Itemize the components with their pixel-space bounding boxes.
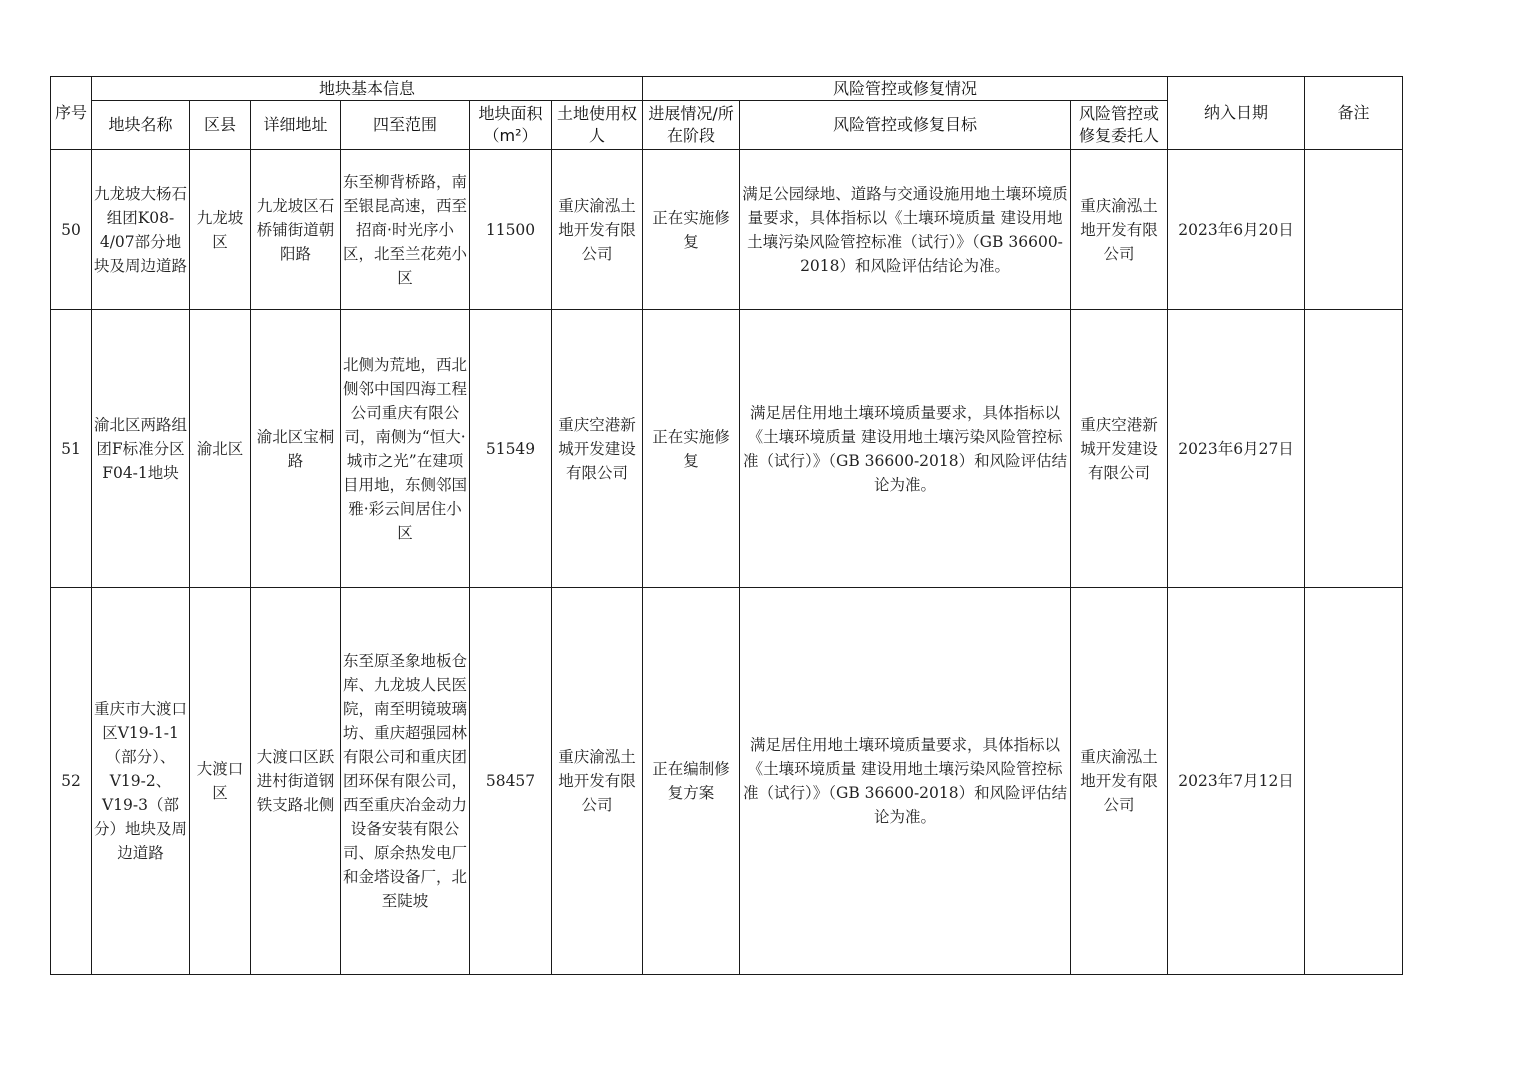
cell-owner: 重庆空港新城开发建设有限公司 [552, 310, 643, 588]
header-group-basic-info: 地块基本信息 [92, 77, 643, 101]
cell-seq: 52 [51, 588, 92, 975]
cell-stage: 正在实施修复 [643, 150, 740, 310]
cell-goal: 满足公园绿地、道路与交通设施用地土壤环境质量要求，具体指标以《土壤环境质量 建设用地土壤污染风险管控标准（试行）》（GB 36600-2018）和风险评估结论为准。 [740, 150, 1071, 310]
cell-boundary: 北侧为荒地，西北侧邻中国四海工程公司重庆有限公司，南侧为“恒大·城市之光”在建项目用地，东侧邻国雅·彩云间居住小区 [341, 310, 470, 588]
cell-district: 大渡口区 [190, 588, 251, 975]
contaminated-land-table [50, 76, 1403, 975]
cell-boundary: 东至原圣象地板仓库、九龙坡人民医院，南至明镜玻璃坊、重庆超强园林有限公司和重庆团团环保有限公司，西至重庆冶金动力设备安装有限公司、原余热发电厂和金塔设备厂，北至陡坡 [341, 588, 470, 975]
cell-area: 51549 [470, 310, 552, 588]
cell-remark [1305, 150, 1403, 310]
cell-goal: 满足居住用地土壤环境质量要求，具体指标以《土壤环境质量 建设用地土壤污染风险管控标准（试行）》（GB 36600-2018）和风险评估结论为准。 [740, 588, 1071, 975]
cell-stage: 正在编制修复方案 [643, 588, 740, 975]
cell-goal: 满足居住用地土壤环境质量要求，具体指标以《土壤环境质量 建设用地土壤污染风险管控标准（试行）》（GB 36600-2018）和风险评估结论为准。 [740, 310, 1071, 588]
header-area: 地块面积（m²） [470, 101, 552, 150]
header-date: 纳入日期 [1168, 77, 1305, 150]
header-address: 详细地址 [251, 101, 341, 150]
cell-date: 2023年6月27日 [1168, 310, 1305, 588]
cell-area: 58457 [470, 588, 552, 975]
header-owner: 土地使用权人 [552, 101, 643, 150]
cell-address: 九龙坡区石桥铺街道朝阳路 [251, 150, 341, 310]
cell-district: 渝北区 [190, 310, 251, 588]
cell-address: 渝北区宝桐路 [251, 310, 341, 588]
header-group-risk: 风险管控或修复情况 [643, 77, 1168, 101]
cell-date: 2023年7月12日 [1168, 588, 1305, 975]
cell-client: 重庆渝泓土地开发有限公司 [1071, 150, 1168, 310]
cell-owner: 重庆渝泓土地开发有限公司 [552, 150, 643, 310]
cell-name: 重庆市大渡口区V19-1-1（部分）、V19-2、V19-3（部分）地块及周边道路 [92, 588, 190, 975]
table-row [51, 588, 1403, 975]
header-seq: 序号 [51, 77, 92, 150]
header-goal: 风险管控或修复目标 [740, 101, 1071, 150]
cell-stage: 正在实施修复 [643, 310, 740, 588]
cell-area: 11500 [470, 150, 552, 310]
cell-client: 重庆渝泓土地开发有限公司 [1071, 588, 1168, 975]
header-boundary: 四至范围 [341, 101, 470, 150]
cell-remark [1305, 588, 1403, 975]
cell-remark [1305, 310, 1403, 588]
header-stage: 进展情况/所在阶段 [643, 101, 740, 150]
table-row [51, 150, 1403, 310]
header-district: 区县 [190, 101, 251, 150]
cell-date: 2023年6月20日 [1168, 150, 1305, 310]
cell-boundary: 东至柳背桥路，南至银昆高速，西至招商·时光序小区，北至兰花苑小区 [341, 150, 470, 310]
header-client: 风险管控或修复委托人 [1071, 101, 1168, 150]
cell-address: 大渡口区跃进村街道钢铁支路北侧 [251, 588, 341, 975]
table-row [51, 310, 1403, 588]
cell-client: 重庆空港新城开发建设有限公司 [1071, 310, 1168, 588]
cell-district: 九龙坡区 [190, 150, 251, 310]
header-row-group [51, 77, 1403, 101]
cell-seq: 51 [51, 310, 92, 588]
header-remark: 备注 [1305, 77, 1403, 150]
cell-name: 九龙坡大杨石组团K08-4/07部分地块及周边道路 [92, 150, 190, 310]
cell-seq: 50 [51, 150, 92, 310]
cell-name: 渝北区两路组团F标准分区F04-1地块 [92, 310, 190, 588]
header-name: 地块名称 [92, 101, 190, 150]
cell-owner: 重庆渝泓土地开发有限公司 [552, 588, 643, 975]
